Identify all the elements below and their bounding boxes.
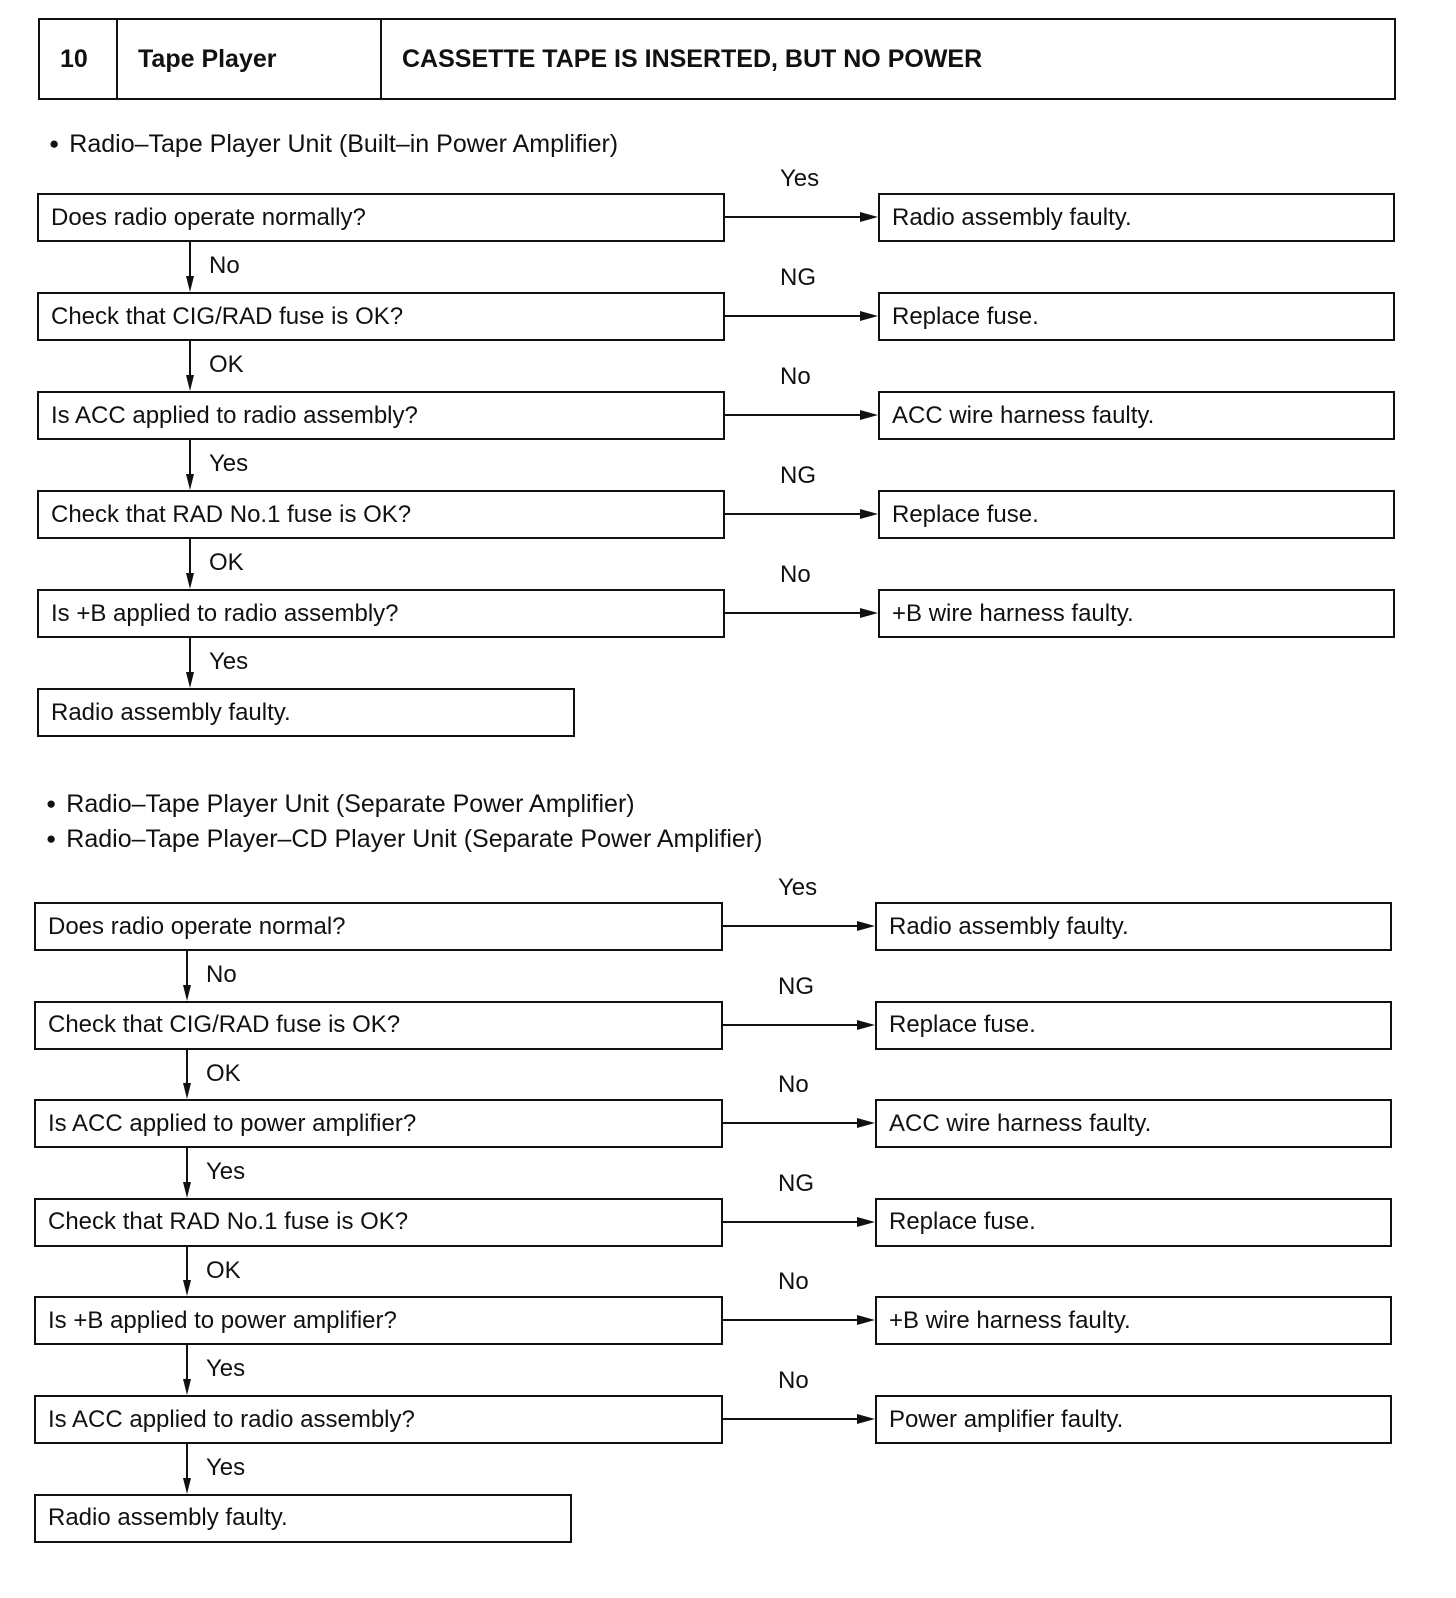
header-title: CASSETTE TAPE IS INSERTED, BUT NO POWER — [402, 44, 983, 73]
branch-arrow-line — [725, 612, 860, 614]
branch-arrow-line — [725, 216, 860, 218]
next-arrow-line — [186, 1444, 188, 1480]
next-label: OK — [206, 1256, 241, 1284]
next-label: No — [206, 961, 237, 988]
section-bullet: ● Radio–Tape Player Unit (Separate Power Amplifier) — [46, 790, 635, 819]
branch-arrow-line — [723, 925, 857, 927]
arrow-right-icon — [857, 1217, 875, 1227]
arrow-right-icon — [857, 1118, 875, 1128]
section-bullet: ● Radio–Tape Player Unit (Built–in Power Amplifier) — [49, 130, 618, 159]
next-arrow-line — [189, 242, 191, 278]
question-box: Is ACC applied to radio assembly? — [37, 391, 725, 440]
next-label: Yes — [209, 450, 249, 477]
arrow-right-icon — [860, 410, 878, 420]
question-box: Check that CIG/RAD fuse is OK? — [37, 292, 725, 341]
branch-label: Yes — [778, 874, 818, 901]
arrow-right-icon — [860, 212, 878, 222]
branch-label: No — [778, 1268, 809, 1296]
arrow-right-icon — [860, 311, 878, 321]
arrow-down-icon — [183, 1478, 191, 1494]
arrow-down-icon — [183, 985, 191, 1001]
branch-label: No — [780, 561, 811, 588]
next-arrow-line — [186, 1148, 188, 1184]
next-arrow-line — [186, 951, 188, 987]
next-arrow-line — [186, 1050, 188, 1086]
next-arrow-line — [189, 638, 191, 674]
branch-label: NG — [778, 1169, 814, 1197]
next-label: Yes — [209, 648, 249, 675]
arrow-right-icon — [857, 1414, 875, 1424]
next-arrow-line — [189, 539, 191, 575]
result-box: +B wire harness faulty. — [875, 1296, 1392, 1345]
result-box: Radio assembly faulty. — [878, 193, 1395, 242]
question-box: Is ACC applied to radio assembly? — [34, 1395, 723, 1444]
branch-arrow-line — [723, 1024, 857, 1026]
header-number: 10 — [40, 20, 118, 98]
result-box: Replace fuse. — [878, 490, 1395, 539]
arrow-down-icon — [186, 375, 194, 391]
next-label: OK — [209, 549, 244, 576]
arrow-right-icon — [860, 608, 878, 618]
branch-arrow-line — [725, 315, 860, 317]
result-box: Radio assembly faulty. — [875, 902, 1392, 951]
question-box: Is +B applied to radio assembly? — [37, 589, 725, 638]
branch-arrow-line — [723, 1221, 857, 1223]
branch-label: NG — [780, 462, 816, 489]
next-arrow-line — [186, 1247, 188, 1283]
branch-arrow-line — [725, 414, 860, 416]
question-box: Is +B applied to power amplifier? — [34, 1296, 723, 1345]
result-box: Replace fuse. — [878, 292, 1395, 341]
arrow-right-icon — [857, 1020, 875, 1030]
branch-label: NG — [780, 264, 816, 291]
branch-arrow-line — [725, 513, 860, 515]
arrow-down-icon — [186, 276, 194, 292]
question-box: Does radio operate normal? — [34, 902, 723, 951]
next-label: OK — [209, 351, 244, 378]
arrow-right-icon — [857, 1315, 875, 1325]
final-result-box: Radio assembly faulty. — [37, 688, 575, 737]
next-label: Yes — [206, 1355, 246, 1383]
arrow-down-icon — [186, 573, 194, 589]
arrow-down-icon — [183, 1280, 191, 1296]
question-box: Check that RAD No.1 fuse is OK? — [34, 1198, 723, 1247]
next-label: Yes — [206, 1158, 246, 1186]
next-label: Yes — [206, 1454, 246, 1481]
arrow-down-icon — [183, 1379, 191, 1395]
branch-label: NG — [778, 972, 814, 1000]
branch-label: Yes — [780, 165, 820, 192]
result-box: ACC wire harness faulty. — [875, 1099, 1392, 1148]
arrow-down-icon — [186, 474, 194, 490]
question-box: Is ACC applied to power amplifier? — [34, 1099, 723, 1148]
arrow-down-icon — [183, 1182, 191, 1198]
arrow-right-icon — [860, 509, 878, 519]
next-label: OK — [206, 1059, 241, 1087]
arrow-right-icon — [857, 921, 875, 931]
next-arrow-line — [189, 440, 191, 476]
result-box: ACC wire harness faulty. — [878, 391, 1395, 440]
arrow-down-icon — [183, 1083, 191, 1099]
branch-arrow-line — [723, 1319, 857, 1321]
final-result-box: Radio assembly faulty. — [34, 1494, 572, 1543]
question-box: Check that CIG/RAD fuse is OK? — [34, 1001, 723, 1050]
next-arrow-line — [186, 1345, 188, 1381]
branch-label: No — [780, 363, 811, 390]
branch-arrow-line — [723, 1122, 857, 1124]
branch-label: No — [778, 1071, 809, 1099]
branch-label: No — [778, 1367, 809, 1394]
next-label: No — [209, 252, 240, 279]
branch-arrow-line — [723, 1418, 857, 1420]
header-category: Tape Player — [118, 20, 382, 98]
result-box: Replace fuse. — [875, 1001, 1392, 1050]
section-bullet: ● Radio–Tape Player–CD Player Unit (Separate Power Amplifier) — [46, 825, 762, 854]
question-box: Check that RAD No.1 fuse is OK? — [37, 490, 725, 539]
arrow-down-icon — [186, 672, 194, 688]
next-arrow-line — [189, 341, 191, 377]
result-box: Replace fuse. — [875, 1198, 1392, 1247]
result-box: +B wire harness faulty. — [878, 589, 1395, 638]
header-table — [38, 18, 1396, 100]
question-box: Does radio operate normally? — [37, 193, 725, 242]
result-box: Power amplifier faulty. — [875, 1395, 1392, 1444]
